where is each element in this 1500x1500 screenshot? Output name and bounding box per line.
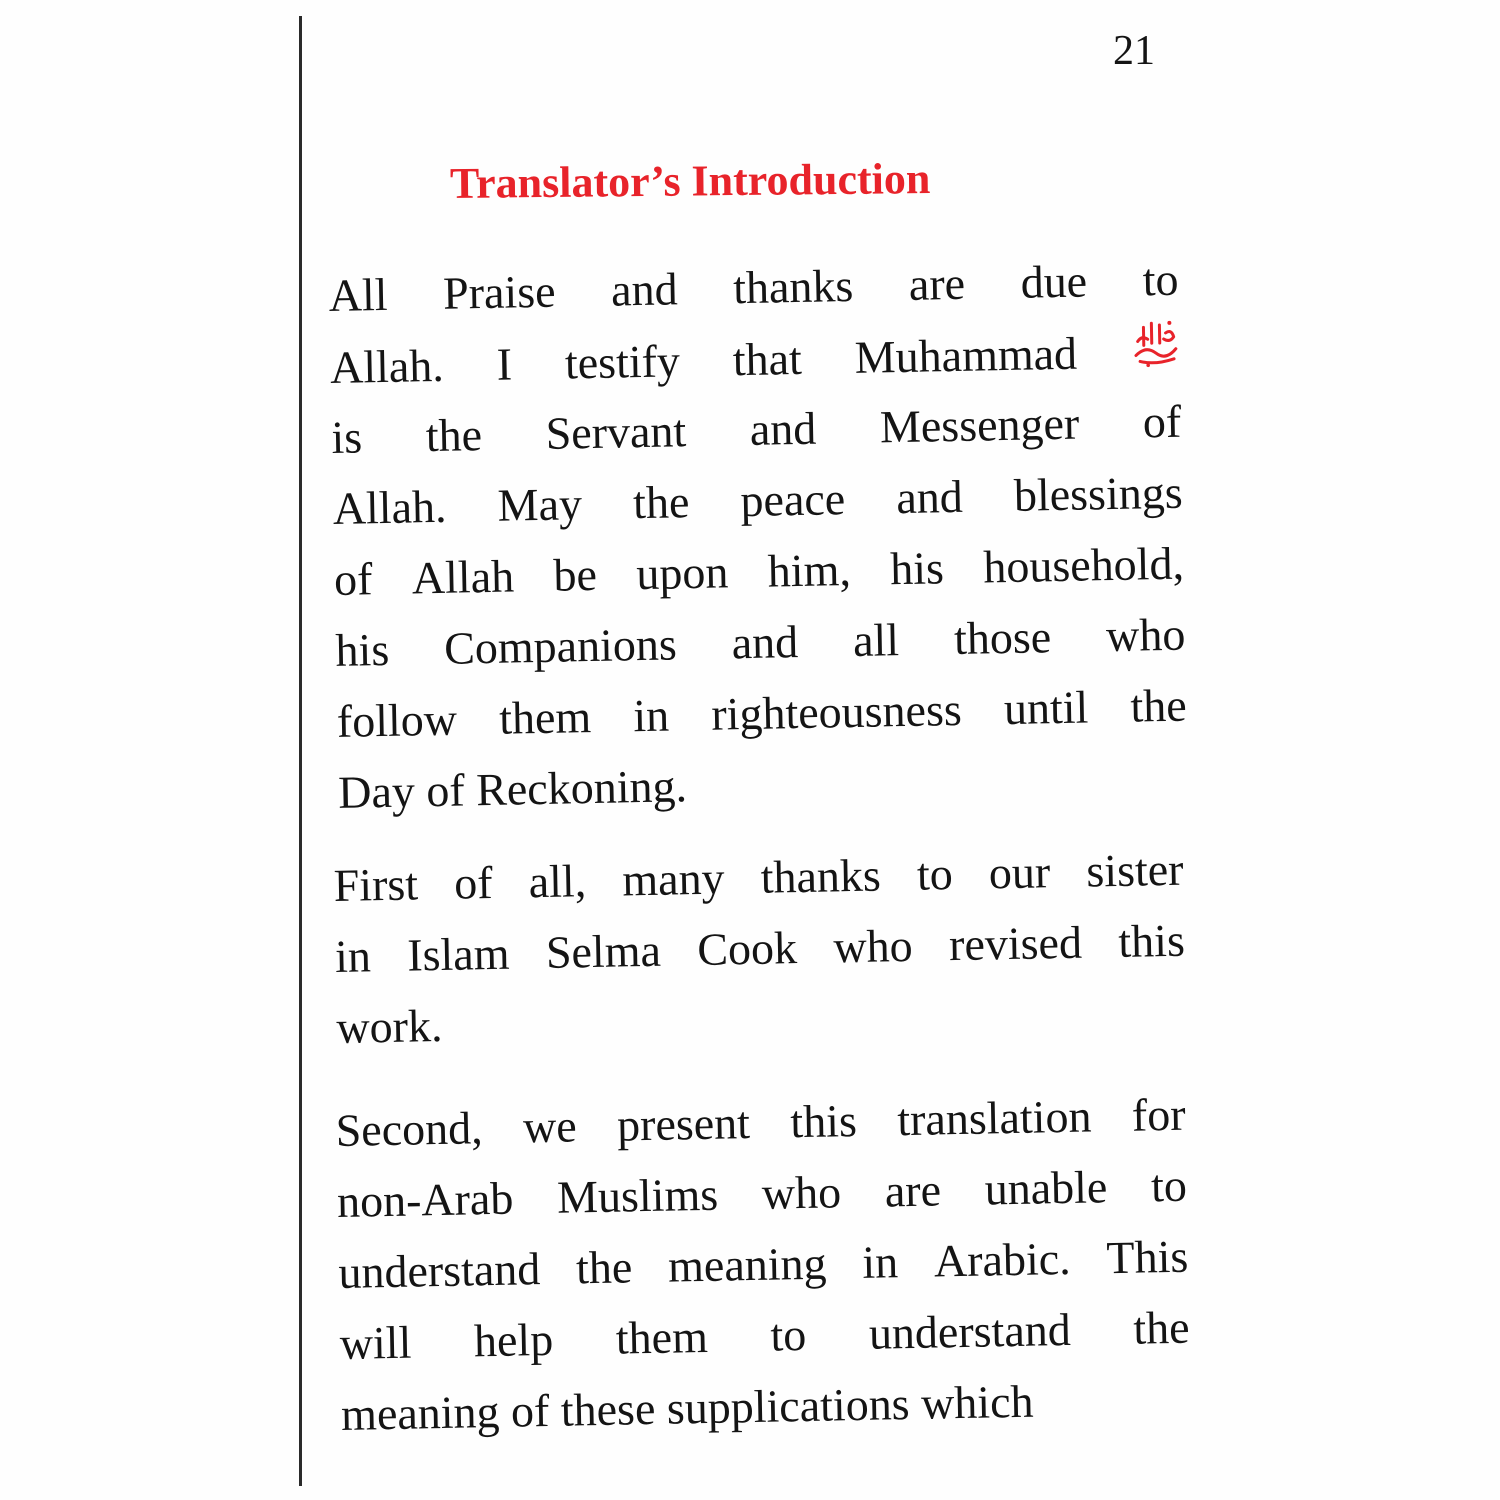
word: Companions <box>443 618 678 674</box>
word: thanks <box>760 849 882 903</box>
page-number: 21 <box>1113 28 1155 74</box>
word: upon <box>635 546 729 600</box>
text-line <box>340 1363 1191 1450</box>
page-spine-edge <box>299 16 302 1486</box>
word: meaning <box>340 1385 501 1440</box>
word: this <box>789 1094 858 1148</box>
word: will <box>339 1316 412 1369</box>
word: that <box>732 332 803 386</box>
word: work. <box>335 999 443 1053</box>
word: of <box>453 856 494 909</box>
word: his <box>335 623 390 676</box>
word: testify <box>564 335 681 389</box>
word: and <box>731 616 799 669</box>
word: non-Arab <box>336 1172 514 1227</box>
word: blessings <box>1013 466 1184 521</box>
word: to <box>769 1309 807 1361</box>
paragraph-thanks <box>333 834 1187 1063</box>
word: is <box>330 411 363 463</box>
word: the <box>425 409 483 462</box>
word: Praise <box>442 265 556 319</box>
word: Muslims <box>556 1168 719 1223</box>
word: are <box>908 257 966 310</box>
word: translation <box>896 1090 1092 1146</box>
word: of <box>425 764 466 817</box>
word: help <box>473 1313 554 1367</box>
text-line <box>338 741 1189 828</box>
word: and <box>749 402 817 455</box>
word: of <box>1142 395 1182 448</box>
paragraph-purpose <box>335 1079 1192 1450</box>
word: unable <box>984 1161 1108 1215</box>
word: in <box>632 689 670 742</box>
word: who <box>832 919 914 973</box>
word: Selma <box>545 924 662 978</box>
word: those <box>953 611 1052 665</box>
word: thanks <box>732 259 854 314</box>
word: him, <box>767 544 852 597</box>
word: I <box>496 338 513 390</box>
word: supplications <box>666 1378 911 1434</box>
paragraph-praise <box>328 244 1189 828</box>
word: to <box>916 848 954 900</box>
word: Islam <box>406 927 510 981</box>
word: them <box>615 1310 709 1364</box>
arabic-salawat-calligraphy-icon <box>1129 315 1180 368</box>
word: due <box>1020 255 1088 308</box>
word: household, <box>982 537 1185 593</box>
word: Servant <box>545 405 687 459</box>
word: understand <box>337 1243 541 1298</box>
word: be <box>553 548 598 601</box>
word: Allah <box>411 550 515 604</box>
word: peace <box>740 473 846 527</box>
word: revised <box>948 916 1083 971</box>
word: Reckoning. <box>475 760 688 816</box>
word: for <box>1131 1088 1186 1141</box>
word: the <box>1129 679 1188 732</box>
word: who <box>761 1166 842 1219</box>
word: meaning <box>667 1237 827 1292</box>
word: sister <box>1085 843 1184 897</box>
word: Allah. <box>329 339 445 393</box>
word: and <box>610 263 679 316</box>
word: them <box>498 691 592 744</box>
word: many <box>621 852 726 906</box>
word: all, <box>528 855 587 908</box>
word: to <box>1142 253 1179 306</box>
word: May <box>497 478 583 531</box>
word: of <box>333 553 373 605</box>
word: Arabic. <box>933 1232 1072 1287</box>
word: of <box>510 1384 550 1437</box>
word: and <box>895 470 964 524</box>
word: these <box>560 1382 656 1436</box>
word: are <box>884 1164 942 1217</box>
word: we <box>522 1100 578 1153</box>
word: understand <box>868 1303 1072 1359</box>
word: Second, <box>335 1102 484 1156</box>
word: Muhammad <box>854 327 1078 383</box>
word: the <box>575 1241 633 1294</box>
word: the <box>632 476 690 529</box>
word: which <box>920 1375 1034 1429</box>
word: Day <box>337 765 416 818</box>
chapter-title: Translator’s Introduction <box>449 153 931 208</box>
word: First <box>333 858 419 911</box>
word: Allah. <box>332 480 447 534</box>
word: This <box>1105 1230 1189 1284</box>
word: to <box>1150 1159 1188 1212</box>
word: all <box>852 614 900 666</box>
word: who <box>1105 608 1186 662</box>
word: Messenger <box>879 397 1080 453</box>
word: All <box>328 268 388 321</box>
word: follow <box>336 693 458 747</box>
word: until <box>1003 681 1089 735</box>
word: Cook <box>696 922 798 976</box>
word: in <box>334 930 372 982</box>
word: his <box>889 542 945 595</box>
word: righteousness <box>710 683 963 740</box>
word: the <box>1132 1301 1191 1354</box>
word: present <box>616 1097 751 1151</box>
word: in <box>861 1236 899 1288</box>
word: our <box>988 846 1051 899</box>
word: this <box>1117 914 1186 967</box>
